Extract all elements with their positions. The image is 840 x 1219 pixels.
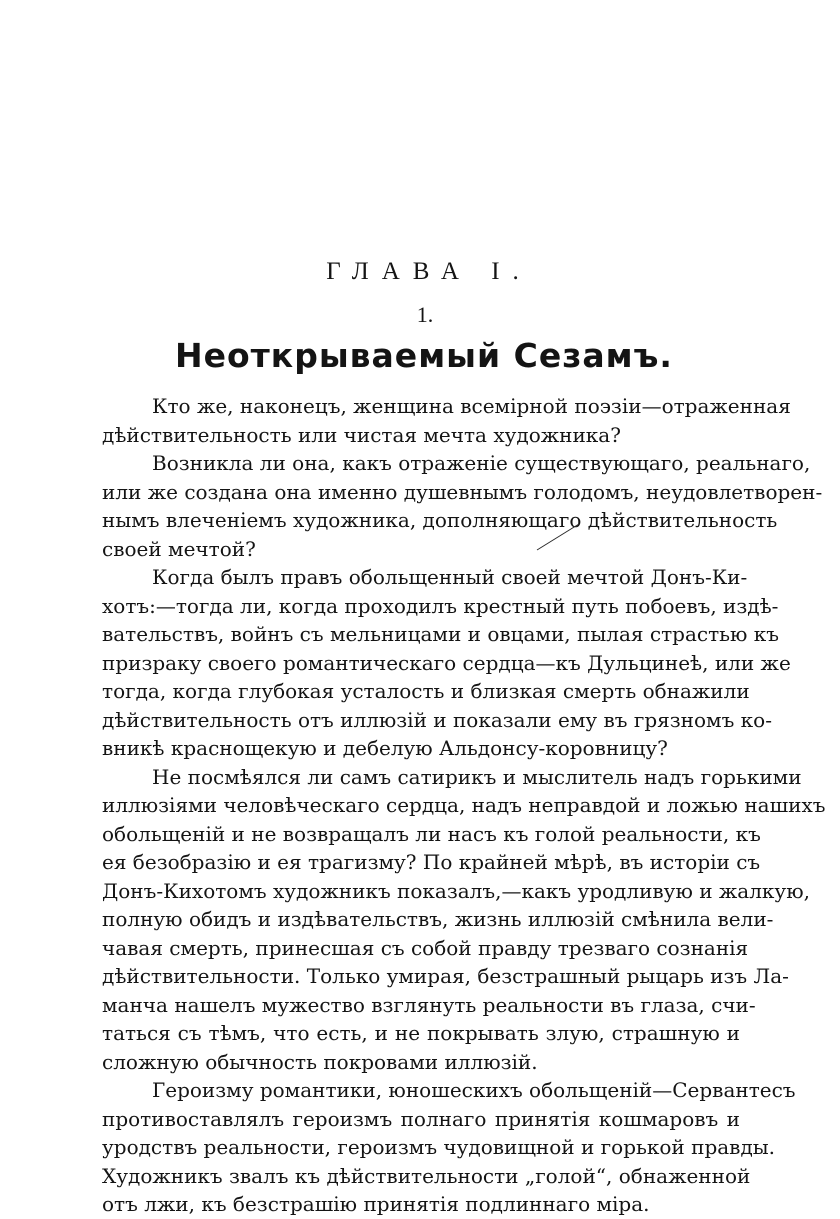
paragraph (102, 763, 826, 1077)
text-line: таться съ тѣмъ, что есть, и не покрывать злую, страшную и (102, 1021, 740, 1045)
text-line: призраку своего романтическаго сердца—къ Дульцинеѣ, или же (102, 650, 791, 675)
text-line: иллюзiями человѣческаго сердца, надъ неправдой и ложью нашихъ (102, 793, 826, 817)
text-line: уродствъ реальности, героизмъ чудовищной и горькой правды. (102, 1135, 776, 1159)
paragraph (102, 563, 791, 763)
text-line: обольщенiй и не возвращалъ ли насъ къ голой реальности, къ (102, 821, 761, 846)
text-line: отъ лжи, къ безстрашiю принятiя подлиннаго мiра. (102, 1192, 650, 1216)
text-line: ея безобразiю и ея трагизму? По крайней мѣрѣ, въ исторiи съ (102, 850, 761, 874)
text-line: Не посмѣялся ли самъ сатирикъ и мыслитель надъ горькими (152, 764, 802, 789)
text-line: Кто же, наконецъ, женщина всемiрной поэзiи—отраженная (152, 394, 791, 418)
text-line: сложную обычность покровами иллюзiй. (102, 1049, 538, 1074)
text-line: дѣйствительность или чистая мечта художника? (102, 422, 621, 447)
text-line: Художникъ звалъ къ дѣйствительности „голой“, обнаженной (102, 1163, 751, 1188)
text-line: противоставлялъ героизмъ полнаго принятiя кошмаровъ и (102, 1106, 740, 1131)
section-heading: Неоткрываемый Сезамъ. (175, 336, 673, 375)
text-line: вательствъ, войнъ съ мельницами и овцами, пылая страстью къ (102, 622, 780, 646)
paragraph (102, 392, 791, 449)
text-line: дѣйствительность отъ иллюзiй и показали ему въ грязномъ ко- (102, 707, 772, 732)
chapter-label: ГЛАВА I. (326, 258, 532, 285)
text-line: Когда былъ правъ обольщенный своей мечтой Донъ-Ки- (152, 565, 748, 589)
text-line: Героизму романтики, юношескихъ обольщенiй—Сервантесъ (152, 1078, 796, 1102)
text-line: хотъ:—тогда ли, когда проходилъ крестный путь побоевъ, издѣ- (102, 593, 779, 618)
section-number: 1. (416, 302, 434, 327)
text-line: манча нашелъ мужество взглянуть реальности въ глаза, счи- (102, 992, 756, 1017)
text-line: чавая смерть, принесшая съ собой правду трезваго сознанiя (102, 935, 749, 960)
paragraph (102, 449, 823, 563)
text-line: нымъ влеченiемъ художника, дополняющаго дѣйствительность (102, 508, 778, 532)
text-line: своей мечтой? (102, 536, 256, 561)
body-text (102, 392, 826, 1219)
text-line: Возникла ли она, какъ отраженiе существующаго, реальнаго, (152, 451, 811, 475)
text-line: или же создана она именно душевнымъ голодомъ, неудовлетворен- (102, 479, 823, 504)
paragraph (102, 1076, 796, 1219)
text-line: дѣйствительности. Только умирая, безстрашный рыцарь изъ Ла- (102, 964, 789, 988)
text-line: полную обидъ и издѣвательствъ, жизнь иллюзiй смѣнила вели- (102, 907, 774, 931)
pen-stroke-mark (535, 520, 585, 552)
text-line: тогда, когда глубокая усталость и близкая смерть обнажили (102, 679, 750, 703)
text-line: Донъ-Кихотомъ художникъ показалъ,—какъ уродливую и жалкую, (102, 878, 810, 903)
text-line: вникѣ краснощекую и дебелую Альдонсу-коровницу? (102, 736, 668, 760)
